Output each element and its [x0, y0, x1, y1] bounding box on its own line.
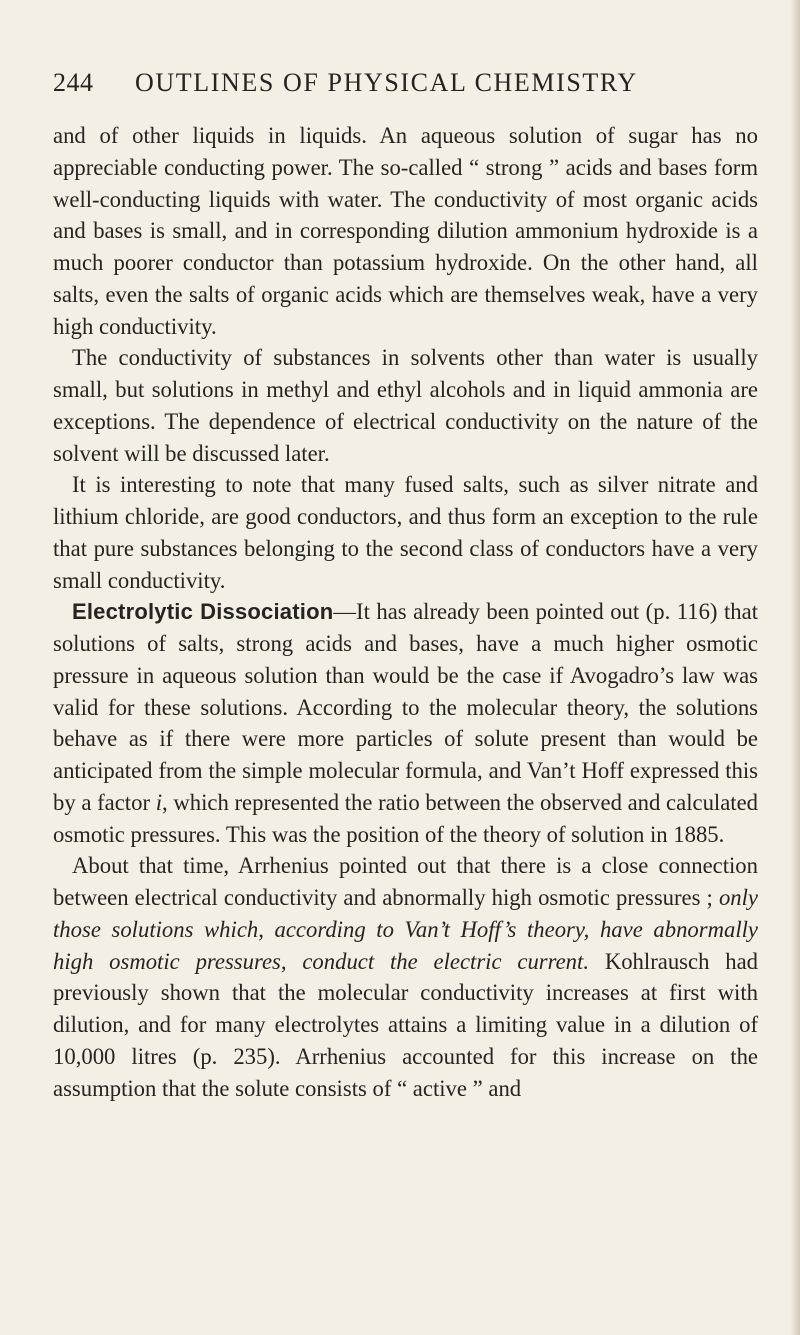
paragraph-5-text-b: Kohlrausch had previously shown that the molecular conductivity increases at first with dilution, and for many electrolytes attains a limiting value in a dilution of 10,000 litres (p. 235). Arrhenius accounted for this increase on the assumption that the solute consists of “ active ” and: [53, 948, 758, 1101]
paragraph-2: The conductivity of substances in solvents other than water is usually small, but solutions in methyl and ethyl alcohols and in liquid ammonia are exceptions. The dependence of electrical conductivity on the nature of the solvent will be discussed later.: [53, 345, 758, 466]
paragraph-4-text-a: —It has already been pointed out (p. 116) that solutions of salts, strong acids and bases, have a much higher osmotic pressure in aqueous solution than would be the case if Avogadro’s law was valid for these solutions. According to the molecular theory, the solutions behave as if there were more particles of solute present than would be anticipated from the simple molecular formula, and Van’t Hoff expressed this by a factor: [53, 599, 758, 815]
paragraph-1: and of other liquids in liquids. An aqueous solution of sugar has no appreciable conducting power. The so-called “ strong ” acids and bases form well-conducting liquids with water. The conductivity of most organic acids and bases is small, and in corresponding dilution ammonium hydroxide is a much poorer conductor than potassium hydroxide. On the other hand, all salts, even the salts of organic acids which are themselves weak, have a very high conductivity.: [53, 123, 758, 339]
body-text: [53, 120, 758, 1104]
page-number: 244: [53, 68, 94, 97]
paragraph-5: [53, 850, 758, 1104]
paragraph-5-italic-text: only those solutions which, according to Van’t Hoff’s theory, have abnormally high osmotic pressures, conduct the electric current.: [53, 885, 758, 974]
running-head: OUTLINES OF PHYSICAL CHEMISTRY: [135, 68, 638, 97]
paragraph-4-text-b: , which represented the ratio between the observed and calculated osmotic pressures. This was the position of the theory of solution in 1885.: [53, 789, 758, 847]
factor-symbol: i: [155, 789, 163, 815]
page-header: [53, 68, 758, 110]
section-heading: Electrolytic Dissociation: [72, 599, 334, 625]
paragraph-5-text-a: About that time, Arrhenius pointed out that there is a close connection between electrical conductivity and abnormally high osmotic pressures ;: [53, 853, 758, 910]
paragraph-4: [53, 596, 758, 850]
paragraph-3: It is interesting to note that many fused salts, such as silver nitrate and lithium chloride, are good conductors, and thus form an exception to the rule that pure substances belonging to the second class of conductors have a very small conductivity.: [53, 472, 758, 593]
